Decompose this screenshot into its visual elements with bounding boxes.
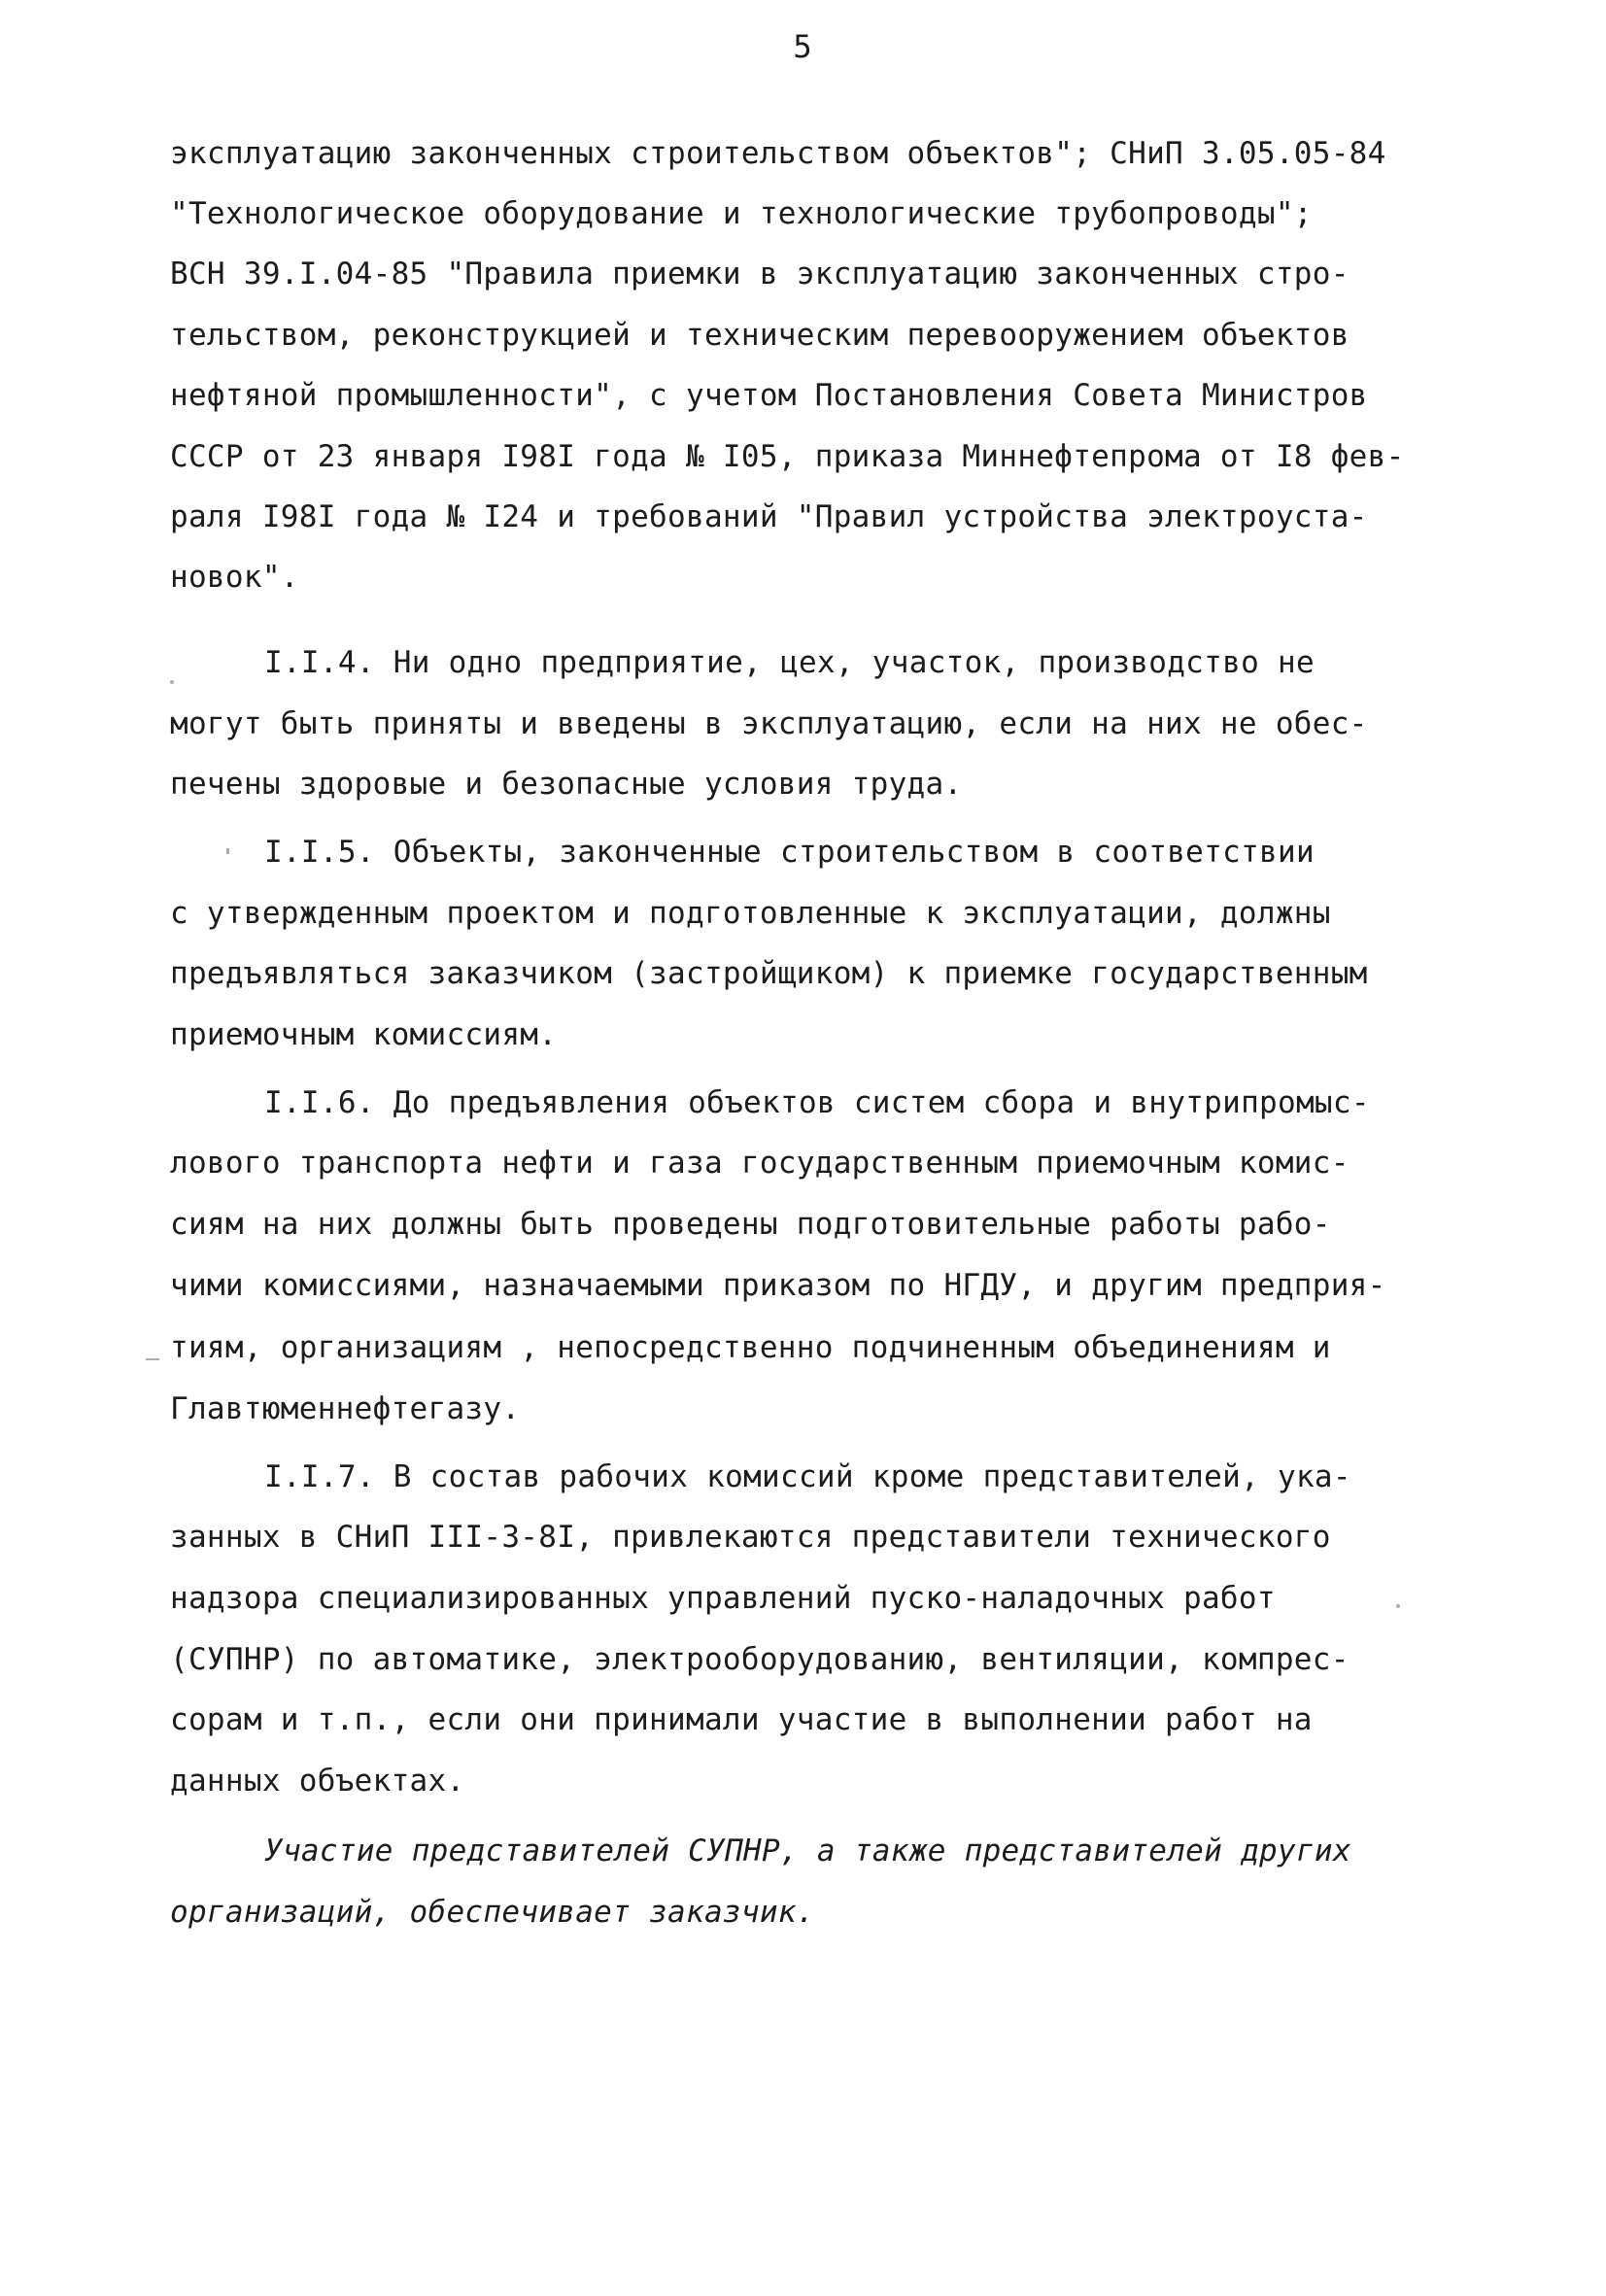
clause-1-1-6-line: лового транспорта нефти и газа государственным приемочным комис-	[170, 1146, 1350, 1181]
clause-1-1-4-line: печены здоровые и безопасные условия труда.	[170, 767, 963, 802]
page-number: 5	[793, 28, 813, 65]
scan-speck	[146, 1358, 159, 1360]
text-line: эксплуатацию законченных строительством объектов"; СНиП 3.05.05-84	[170, 136, 1386, 171]
clause-1-1-5-line: приемочным комиссиям.	[170, 1017, 558, 1052]
clause-1-1-7-line: (СУПНР) по автоматике, электрооборудованию, вентиляции, компрес-	[170, 1642, 1350, 1677]
clause-1-1-4-line: могут быть приняты и введены в эксплуатацию, если на них не обес-	[170, 706, 1368, 741]
clause-1-1-6-line: I.I.6. До предъявления объектов систем сбора и внутрипромыс-	[264, 1085, 1370, 1120]
clause-1-1-4-line: I.I.4. Ни одно предприятие, цех, участок, производство не	[264, 645, 1315, 680]
text-line: ВСН 39.I.04-85 "Правила приемки в эксплуатацию законченных стро-	[170, 257, 1350, 291]
scan-speck	[226, 848, 229, 854]
clause-1-1-5-line: I.I.5. Объекты, законченные строительством в соответствии	[264, 835, 1315, 870]
supnr-note-line: организаций, обеспечивает заказчик.	[170, 1895, 815, 1930]
clause-1-1-7-line: занных в СНиП III-3-8I, привлекаются представители технического	[170, 1520, 1331, 1555]
text-line: СССР от 23 января I98I года № I05, приказа Миннефтепрома от I8 фев-	[170, 439, 1405, 474]
text-line: "Технологическое оборудование и технологические трубопроводы";	[170, 196, 1313, 231]
clause-1-1-6-line: Главтюменнефтегазу.	[170, 1391, 521, 1426]
clause-1-1-6-line: чими комиссиями, назначаемыми приказом по НГДУ, и другим предприя-	[170, 1268, 1386, 1303]
clause-1-1-5-line: предъявляться заказчиком (застройщиком) к приемке государственным	[170, 956, 1368, 991]
text-line: тельством, реконструкцией и техническим перевооружением объектов	[170, 318, 1350, 353]
clause-1-1-7-line: надзора специализированных управлений пуско-наладочных работ	[170, 1581, 1276, 1616]
scan-speck	[170, 680, 174, 684]
clause-1-1-6-line: сиям на них должны быть проведены подготовительные работы рабо-	[170, 1207, 1331, 1242]
clause-1-1-7-line: I.I.7. В состав рабочих комиссий кроме представителей, ука-	[264, 1459, 1351, 1494]
clause-1-1-7-line: сорам и т.п., если они принимали участие в выполнении работ на	[170, 1702, 1313, 1737]
clause-1-1-7-line: данных объектах.	[170, 1764, 465, 1799]
scan-speck	[1396, 1604, 1400, 1608]
clause-1-1-6-line: тиям, организациям , непосредственно подчиненным объединениям и	[170, 1330, 1331, 1365]
clause-1-1-5-line: с утвержденным проектом и подготовленные к эксплуатации, должны	[170, 896, 1331, 931]
text-line: новок".	[170, 560, 299, 595]
text-line: раля I98I года № I24 и требований "Правил устройства электроуста-	[170, 499, 1368, 534]
supnr-note-line: Участие представителей СУПНР, а также представителей других	[264, 1833, 1351, 1868]
text-line: нефтяной промышленности", с учетом Постановления Совета Министров	[170, 378, 1368, 413]
